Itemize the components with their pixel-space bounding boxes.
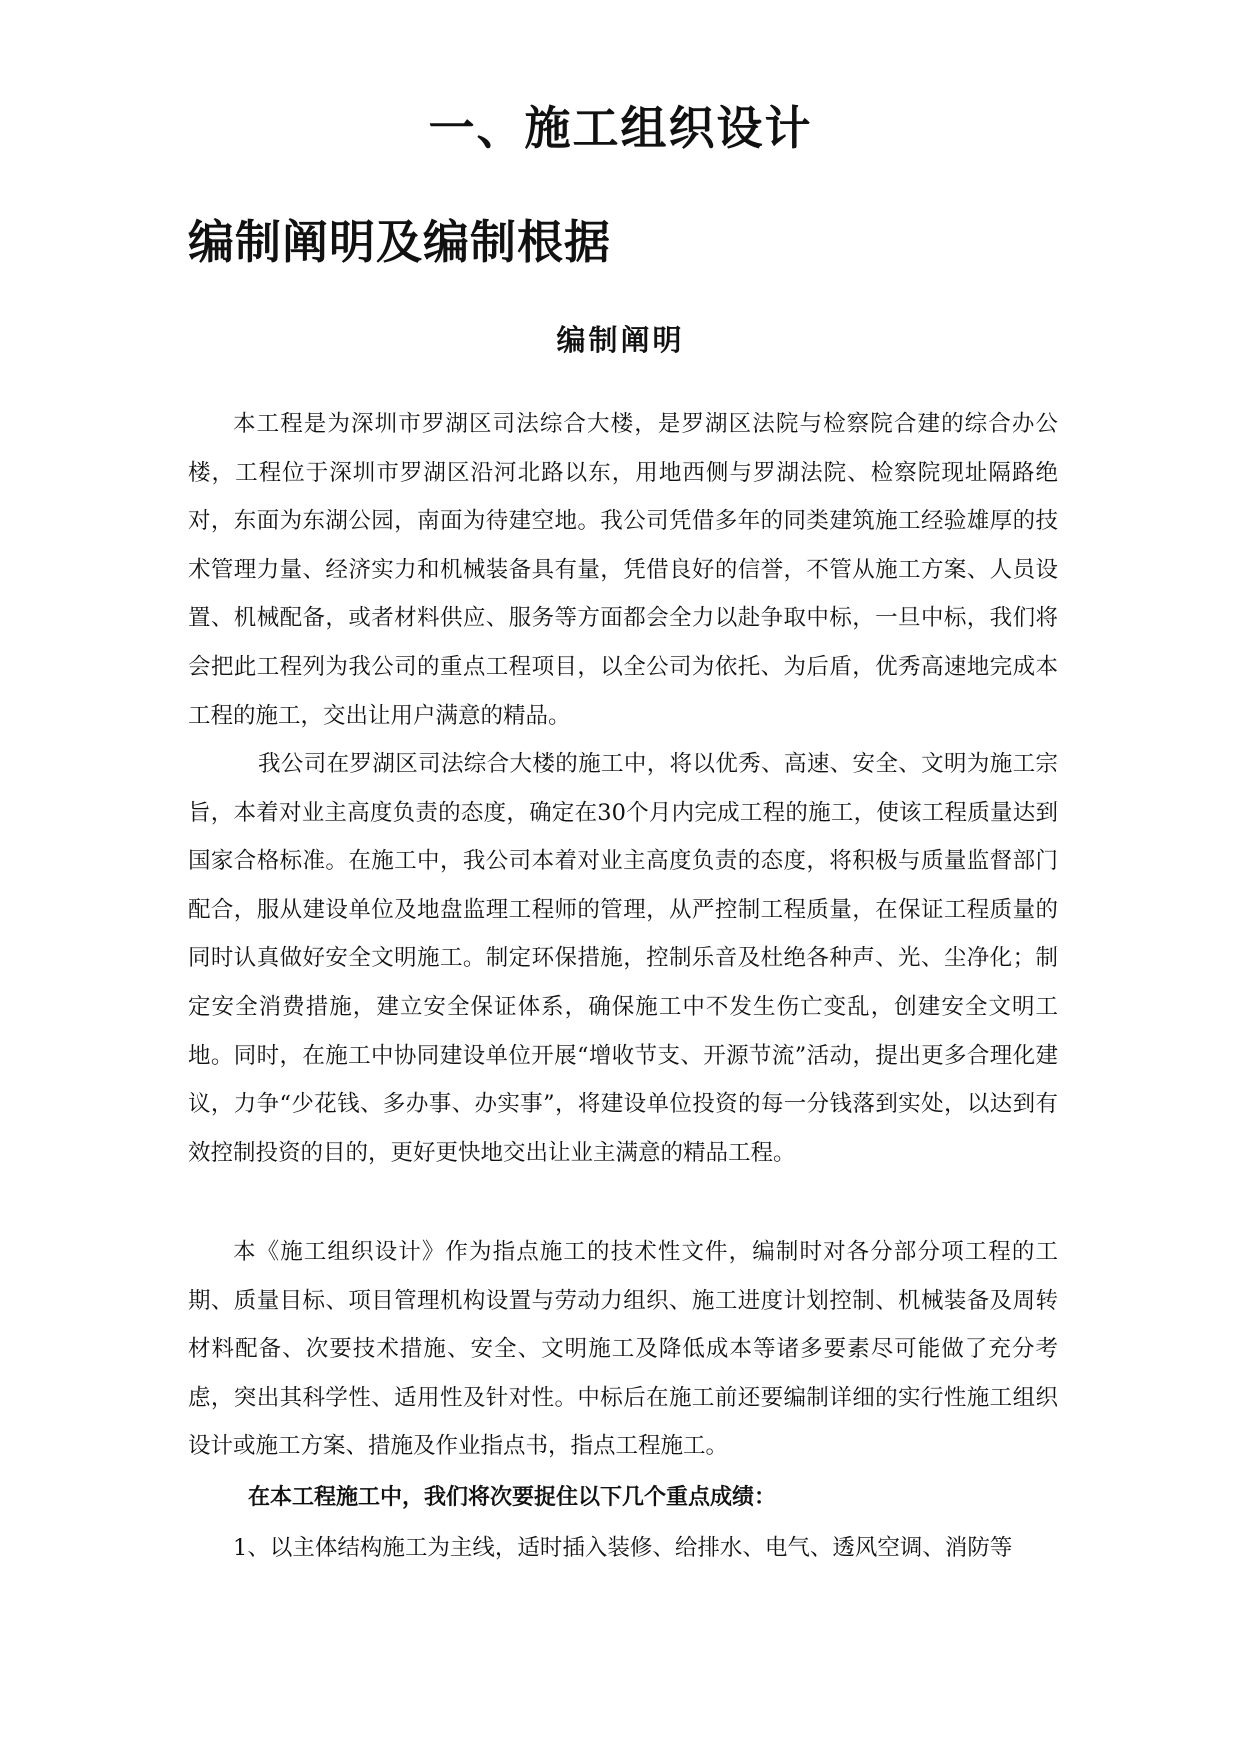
body-paragraph: 本工程是为深圳市罗湖区司法综合大楼，是罗湖区法院与检察院合建的综合办公楼，工程位于深圳市罗湖区沿河北路以东，用地西侧与罗湖法院、检察院现址隔路绝对，东面为东湖公园，南面为待建空地。我公司凭借多年的同类建筑施工经验雄厚的技术管理力量、经济实力和机械装备具有量，凭借良好的信誉，不管从施工方案、人员设置、机械配备，或者材料供应、服务等方面都会全力以赴争取中标，一旦中标，我们将会把此工程列为我公司的重点工程项目，以全公司为依托、为后盾，优秀高速地完成本工程的施工，交出让用户满意的精品。: [188, 411, 1058, 729]
section-heading: 编制阐明及编制根据: [188, 215, 611, 269]
body-paragraph: 我公司在罗湖区司法综合大楼的施工中，将以优秀、高速、安全、文明为施工宗旨，本着对业主高度负责的态度，确定在30个月内完成工程的施工，使该工程质量达到国家合格标准。在施工中，我公司本着对业主高度负责的态度，将积极与质量监督部门配合，服从建设单位及地盘监理工程师的管理，从严控制工程质量，在保证工程质量的同时认真做好安全文明施工。制定环保措施，控制乐音及杜绝各种声、光、尘净化；制定安全消费措施，建立安全保证体系，确保施工中不发生伤亡变乱，创建安全文明工地。同时，在施工中协同建设单位开展“增收节支、开源节流”活动，提出更多合理化建议，力争“少花钱、多办事、办实事”，将建设单位投资的每一分钱落到实处，以达到有效控制投资的目的，更好更快地交出让业主满意的精品工程。: [188, 751, 1058, 1166]
document-title: 一、施工组织设计: [428, 101, 813, 155]
key-points-intro: 在本工程施工中，我们将次要捉住以下几个重点成绩：: [248, 1485, 777, 1510]
body-paragraph: 本《施工组织设计》作为指点施工的技术性文件，编制时对各分部分项工程的工期、质量目标、项目管理机构设置与劳动力组织、施工进度计划控制、机械装备及周转材料配备、次要技术措施、安全、文明施工及降低成本等诸多要素尽可能做了充分考虑，突出其科学性、适用性及针对性。中标后在施工前还要编制详细的实行性施工组织设计或施工方案、措施及作业指点书，指点工程施工。: [188, 1239, 1058, 1460]
subsection-heading: 编制阐明: [556, 323, 685, 357]
list-item: 1、以主体结构施工为主线，适时插入装修、给排水、电气、透风空调、消防等: [233, 1535, 1013, 1561]
